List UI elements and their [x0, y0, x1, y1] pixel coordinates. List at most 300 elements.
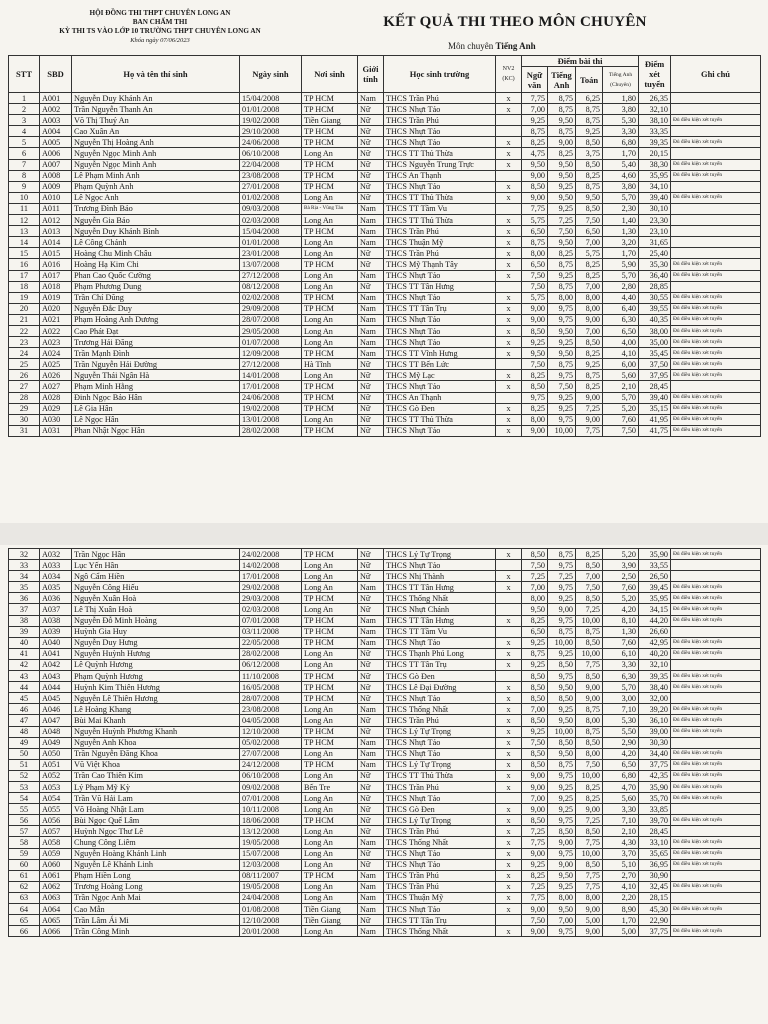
cell-sbd: A005 [40, 137, 72, 148]
cell-nv2: x [496, 93, 522, 104]
header-total: Điểm xét tuyển [639, 56, 671, 93]
cell-special: 2,10 [603, 381, 639, 392]
table-row [9, 892, 761, 903]
cell-literature: 7,00 [522, 704, 548, 715]
cell-school: THCS Trần Phú [384, 248, 496, 259]
cell-name: Vũ Việt Khoa [72, 759, 240, 770]
cell-nv2: x [496, 292, 522, 303]
cell-place: TP HCM [302, 637, 358, 648]
cell-school: THCS Nhựt Tảo [384, 104, 496, 115]
cell-english: 8,75 [548, 626, 576, 637]
cell-school: THCS Nhựt Tảo [384, 137, 496, 148]
cell-math: 7,00 [576, 325, 603, 336]
cell-note: Đủ điều kiện xét tuyển [671, 370, 761, 381]
cell-stt: 64 [9, 904, 40, 915]
cell-literature: 8,00 [522, 248, 548, 259]
cell-nv2: x [496, 737, 522, 748]
cell-special: 5,70 [603, 392, 639, 403]
cell-literature: 9,00 [522, 170, 548, 181]
cell-note: Đủ điều kiện xét tuyển [671, 259, 761, 270]
cell-total: 38,30 [639, 159, 671, 170]
cell-literature: 9,50 [522, 348, 548, 359]
cell-sbd: A054 [40, 793, 72, 804]
cell-stt: 22 [9, 325, 40, 336]
cell-gender: Nam [358, 904, 384, 915]
table-row [9, 292, 761, 303]
cell-dob: 12/10/2008 [240, 915, 302, 926]
cell-math: 8,25 [576, 259, 603, 270]
cell-stt: 9 [9, 181, 40, 192]
cell-gender: Nữ [358, 170, 384, 181]
cell-dob: 19/05/2008 [240, 881, 302, 892]
cell-sbd: A025 [40, 359, 72, 370]
cell-stt: 39 [9, 626, 40, 637]
cell-school: THCS Lý Tự Trọng [384, 759, 496, 770]
cell-literature: 8,75 [522, 237, 548, 248]
table-row [9, 759, 761, 770]
cell-literature: 9,25 [522, 859, 548, 870]
cell-stt: 12 [9, 215, 40, 226]
cell-nv2: x [496, 325, 522, 336]
cell-place: Long An [302, 892, 358, 903]
cell-gender: Nữ [358, 192, 384, 203]
cell-place: TP HCM [302, 759, 358, 770]
cell-sbd: A031 [40, 425, 72, 436]
cell-literature: 8,50 [522, 715, 548, 726]
cell-sbd: A057 [40, 826, 72, 837]
cell-name: Trần Cao Thiên Kim [72, 770, 240, 781]
cell-total: 26,60 [639, 626, 671, 637]
cell-dob: 14/01/2008 [240, 370, 302, 381]
cell-literature: 8,25 [522, 615, 548, 626]
cell-gender: Nữ [358, 815, 384, 826]
cell-place: Tiền Giang [302, 915, 358, 926]
cell-gender: Nam [358, 704, 384, 715]
cell-name: Trần Mạnh Đình [72, 348, 240, 359]
cell-note: Đủ điều kiện xét tuyển [671, 192, 761, 203]
cell-note: Đủ điều kiện xét tuyển [671, 403, 761, 414]
cell-name: Trần Chí Dũng [72, 292, 240, 303]
cell-place: Long An [302, 192, 358, 203]
cell-place: Long An [302, 648, 358, 659]
cell-dob: 13/12/2008 [240, 826, 302, 837]
cell-sbd: A038 [40, 615, 72, 626]
cell-dob: 19/05/2008 [240, 837, 302, 848]
cell-sbd: A029 [40, 403, 72, 414]
cell-total: 36,10 [639, 715, 671, 726]
cell-english: 9,25 [548, 648, 576, 659]
cell-english: 8,75 [548, 281, 576, 292]
cell-total: 37,95 [639, 370, 671, 381]
cell-dob: 13/01/2008 [240, 414, 302, 425]
cell-english: 10,00 [548, 425, 576, 436]
cell-nv2 [496, 359, 522, 370]
cell-school: THCS TT Thủ Thừa [384, 770, 496, 781]
table-row [9, 126, 761, 137]
cell-nv2: x [496, 237, 522, 248]
cell-literature: 7,50 [522, 915, 548, 926]
cell-name: Nguyễn Duy Khánh Bình [72, 226, 240, 237]
cell-sbd: A028 [40, 392, 72, 403]
cell-note [671, 381, 761, 392]
cell-sbd: A002 [40, 104, 72, 115]
cell-name: Trương Hải Đăng [72, 337, 240, 348]
cell-math: 7,00 [576, 281, 603, 292]
cell-name: Huỳnh Gia Huy [72, 626, 240, 637]
cell-nv2: x [496, 904, 522, 915]
cell-school: THCS Trần Phú [384, 826, 496, 837]
cell-math: 8,75 [576, 726, 603, 737]
cell-stt: 10 [9, 192, 40, 203]
cell-gender: Nữ [358, 715, 384, 726]
table-row [9, 904, 761, 915]
cell-total: 44,20 [639, 615, 671, 626]
cell-english: 9,75 [548, 370, 576, 381]
cell-literature: 7,50 [522, 560, 548, 571]
cell-nv2 [496, 915, 522, 926]
cell-school: THCS TT Tân Hưng [384, 281, 496, 292]
cell-stt: 55 [9, 804, 40, 815]
cell-sbd: A051 [40, 759, 72, 770]
cell-total: 39,40 [639, 392, 671, 403]
table-row [9, 560, 761, 571]
cell-gender: Nữ [358, 804, 384, 815]
cell-school: THCS TT Thủ Thừa [384, 192, 496, 203]
cell-english: 9,50 [548, 192, 576, 203]
cell-english: 9,75 [548, 615, 576, 626]
cell-dob: 09/03/2008 [240, 203, 302, 214]
cell-literature: 8,50 [522, 325, 548, 336]
cell-school: THCS TT Tân Hưng [384, 615, 496, 626]
cell-place: TP HCM [302, 93, 358, 104]
cell-total: 45,30 [639, 904, 671, 915]
cell-special: 6,10 [603, 648, 639, 659]
cell-note: Đủ điều kiện xét tuyển [671, 781, 761, 792]
cell-note [671, 181, 761, 192]
cell-note: Đủ điều kiện xét tuyển [671, 115, 761, 126]
cell-name: Lý Phạm Mỹ Kỳ [72, 781, 240, 792]
cell-note: Đủ điều kiện xét tuyển [671, 159, 761, 170]
cell-stt: 34 [9, 571, 40, 582]
cell-place: Hà Tĩnh [302, 359, 358, 370]
cell-math: 8,50 [576, 137, 603, 148]
cell-math: 8,25 [576, 348, 603, 359]
cell-dob: 07/01/2008 [240, 615, 302, 626]
cell-literature: 9,75 [522, 392, 548, 403]
cell-gender: Nam [358, 325, 384, 336]
cell-english: 9,25 [548, 403, 576, 414]
cell-dob: 10/11/2008 [240, 804, 302, 815]
cell-literature: 7,00 [522, 104, 548, 115]
cell-english: 9,25 [548, 392, 576, 403]
cell-gender: Nam [358, 237, 384, 248]
cell-sbd: A049 [40, 737, 72, 748]
cell-stt: 32 [9, 549, 40, 560]
cell-math: 9,00 [576, 392, 603, 403]
cell-literature: 8,00 [522, 593, 548, 604]
cell-sbd: A039 [40, 626, 72, 637]
cell-total: 34,10 [639, 181, 671, 192]
cell-nv2: x [496, 425, 522, 436]
cell-note: Đủ điều kiện xét tuyển [671, 604, 761, 615]
cell-gender: Nữ [358, 148, 384, 159]
table-row [9, 826, 761, 837]
cell-name: Lê Phạm Minh Anh [72, 170, 240, 181]
cell-name: Nguyễn Thái Ngân Hà [72, 370, 240, 381]
cell-special: 7,60 [603, 637, 639, 648]
cell-total: 39,35 [639, 137, 671, 148]
cell-literature: 6,50 [522, 259, 548, 270]
cell-place: TP HCM [302, 425, 358, 436]
cell-math: 8,50 [576, 593, 603, 604]
cell-special: 4,70 [603, 781, 639, 792]
cell-math: 9,25 [576, 359, 603, 370]
cell-gender: Nữ [358, 726, 384, 737]
cell-school: THCS Nhựt Tảo [384, 748, 496, 759]
cell-nv2: x [496, 303, 522, 314]
table-row [9, 381, 761, 392]
cell-dob: 29/09/2008 [240, 303, 302, 314]
cell-place: Long An [302, 582, 358, 593]
cell-note: Đủ điều kiện xét tuyển [671, 904, 761, 915]
cell-gender: Nữ [358, 682, 384, 693]
cell-gender: Nữ [358, 593, 384, 604]
cell-name: Nguyễn Huỳnh Phương Khanh [72, 726, 240, 737]
cell-note [671, 248, 761, 259]
cell-english: 9,75 [548, 560, 576, 571]
cell-english: 7,25 [548, 571, 576, 582]
cell-literature: 6,50 [522, 626, 548, 637]
cell-stt: 54 [9, 793, 40, 804]
cell-school: THCS Nhựt Tảo [384, 637, 496, 648]
cell-name: Nguyễn Gia Bảo [72, 215, 240, 226]
cell-gender: Nữ [358, 259, 384, 270]
table-row [9, 137, 761, 148]
cell-total: 35,30 [639, 259, 671, 270]
cell-math: 8,25 [576, 270, 603, 281]
cell-dob: 17/01/2008 [240, 571, 302, 582]
cell-literature: 7,50 [522, 270, 548, 281]
cell-stt: 50 [9, 748, 40, 759]
cell-math: 7,25 [576, 815, 603, 826]
cell-sbd: A023 [40, 337, 72, 348]
cell-total: 28,15 [639, 892, 671, 903]
cell-literature: 7,00 [522, 793, 548, 804]
cell-math: 8,25 [576, 781, 603, 792]
cell-total: 22,90 [639, 915, 671, 926]
cell-dob: 05/02/2008 [240, 737, 302, 748]
cell-english: 9,00 [548, 137, 576, 148]
cell-total: 41,95 [639, 414, 671, 425]
cell-sbd: A026 [40, 370, 72, 381]
cell-total: 39,20 [639, 704, 671, 715]
cell-nv2: x [496, 715, 522, 726]
cell-special: 6,40 [603, 303, 639, 314]
cell-math: 8,75 [576, 181, 603, 192]
cell-stt: 1 [9, 93, 40, 104]
cell-place: TP HCM [302, 549, 358, 560]
cell-nv2: x [496, 226, 522, 237]
cell-literature: 8,50 [522, 381, 548, 392]
cell-total: 38,00 [639, 325, 671, 336]
cell-note: Đủ điều kiện xét tuyển [671, 837, 761, 848]
cell-name: Lê Công Chánh [72, 237, 240, 248]
cell-gender: Nữ [358, 781, 384, 792]
cell-total: 28,45 [639, 381, 671, 392]
cell-dob: 28/07/2008 [240, 693, 302, 704]
cell-school: THCS Nhựt Tảo [384, 181, 496, 192]
cell-name: Nguyễn Duy Hưng [72, 637, 240, 648]
cell-name: Phan Nhật Ngọc Hân [72, 425, 240, 436]
cell-nv2: x [496, 403, 522, 414]
cell-special: 5,10 [603, 859, 639, 870]
cell-total: 32,45 [639, 881, 671, 892]
cell-place: Tiền Giang [302, 904, 358, 915]
cell-school: THCS Lý Tự Trọng [384, 726, 496, 737]
cell-school: THCS Trần Phú [384, 93, 496, 104]
cell-total: 32,00 [639, 693, 671, 704]
cell-literature: 9,00 [522, 848, 548, 859]
cell-note [671, 892, 761, 903]
cell-sbd: A022 [40, 325, 72, 336]
table-row [9, 748, 761, 759]
cell-math: 8,50 [576, 159, 603, 170]
cell-english: 9,50 [548, 715, 576, 726]
cell-dob: 20/01/2008 [240, 926, 302, 937]
cell-note: Đủ điều kiện xét tuyển [671, 793, 761, 804]
cell-gender: Nam [358, 93, 384, 104]
cell-stt: 53 [9, 781, 40, 792]
cell-literature: 9,00 [522, 904, 548, 915]
cell-stt: 63 [9, 892, 40, 903]
cell-school: THCS Trần Phú [384, 115, 496, 126]
cell-dob: 06/12/2008 [240, 659, 302, 670]
cell-name: Nguyễn Thị Hoàng Anh [72, 137, 240, 148]
cell-english: 9,25 [548, 704, 576, 715]
table-row [9, 314, 761, 325]
cell-total: 39,00 [639, 726, 671, 737]
cell-literature: 8,75 [522, 126, 548, 137]
cell-total: 25,40 [639, 248, 671, 259]
cell-place: TP HCM [302, 392, 358, 403]
cell-math: 8,50 [576, 560, 603, 571]
cell-total: 35,90 [639, 549, 671, 560]
cell-place: Long An [302, 659, 358, 670]
subject-label: Môn chuyên [448, 41, 494, 51]
cell-special: 5,70 [603, 192, 639, 203]
cell-math: 7,25 [576, 604, 603, 615]
cell-literature: 9,50 [522, 604, 548, 615]
cell-total: 30,10 [639, 203, 671, 214]
cell-note: Đủ điều kiện xét tuyển [671, 359, 761, 370]
cell-dob: 09/02/2008 [240, 781, 302, 792]
cell-math: 8,25 [576, 381, 603, 392]
cell-place: Long An [302, 560, 358, 571]
cell-gender: Nữ [358, 381, 384, 392]
cell-nv2 [496, 115, 522, 126]
cell-total: 34,40 [639, 748, 671, 759]
table-row [9, 659, 761, 670]
cell-english: 8,50 [548, 826, 576, 837]
cell-nv2: x [496, 337, 522, 348]
cell-name: Nguyễn Xuân Hoà [72, 593, 240, 604]
cell-nv2: x [496, 815, 522, 826]
cell-special: 1,80 [603, 93, 639, 104]
table-row [9, 881, 761, 892]
cell-stt: 65 [9, 915, 40, 926]
cell-name: Hoàng Hạ Kim Chi [72, 259, 240, 270]
cell-gender: Nữ [358, 281, 384, 292]
cell-gender: Nam [358, 615, 384, 626]
cell-stt: 56 [9, 815, 40, 826]
cell-place: TP HCM [302, 104, 358, 115]
cell-name: Phạm Quỳnh Hương [72, 671, 240, 682]
cell-name: Nguyễn Lê Khánh Linh [72, 859, 240, 870]
cell-sbd: A045 [40, 693, 72, 704]
cell-note: Đủ điều kiện xét tuyển [671, 848, 761, 859]
cell-math: 5,00 [576, 915, 603, 926]
cell-special: 6,80 [603, 770, 639, 781]
cell-sbd: A064 [40, 904, 72, 915]
cell-literature: 9,00 [522, 770, 548, 781]
cell-sbd: A047 [40, 715, 72, 726]
cell-gender: Nam [358, 337, 384, 348]
cell-school: THCS Gò Đen [384, 671, 496, 682]
cell-gender: Nữ [358, 560, 384, 571]
cell-stt: 35 [9, 582, 40, 593]
cell-school: THCS TT Vĩnh Hưng [384, 348, 496, 359]
cell-name: Lục Yến Hân [72, 560, 240, 571]
cell-english: 9,75 [548, 414, 576, 425]
cell-place: Long An [302, 215, 358, 226]
cell-gender: Nam [358, 203, 384, 214]
cell-dob: 29/03/2008 [240, 593, 302, 604]
cell-english: 9,75 [548, 770, 576, 781]
cell-stt: 27 [9, 381, 40, 392]
cell-dob: 01/01/2008 [240, 237, 302, 248]
cell-special: 4,10 [603, 348, 639, 359]
cell-nv2: x [496, 637, 522, 648]
table-row [9, 414, 761, 425]
cell-place: TP HCM [302, 815, 358, 826]
cell-gender: Nữ [358, 549, 384, 560]
cell-place: TP HCM [302, 403, 358, 414]
cell-gender: Nam [358, 881, 384, 892]
cell-school: THCS Nhựt Tảo [384, 848, 496, 859]
cell-sbd: A066 [40, 926, 72, 937]
cell-nv2: x [496, 748, 522, 759]
cell-note: Đủ điều kiện xét tuyển [671, 637, 761, 648]
table-row [9, 403, 761, 414]
cell-nv2 [496, 793, 522, 804]
cell-math: 9,00 [576, 682, 603, 693]
cell-math: 7,25 [576, 403, 603, 414]
cell-dob: 23/08/2008 [240, 704, 302, 715]
cell-english: 8,75 [548, 759, 576, 770]
cell-school: THCS Nhựt Tảo [384, 560, 496, 571]
cell-english: 7,50 [548, 381, 576, 392]
cell-dob: 28/02/2008 [240, 648, 302, 659]
cell-gender: Nữ [358, 859, 384, 870]
cell-school: THCS Lý Tự Trọng [384, 815, 496, 826]
cell-name: Nguyễn Ngọc Minh Anh [72, 159, 240, 170]
cell-special: 4,20 [603, 748, 639, 759]
cell-total: 32,10 [639, 104, 671, 115]
cell-place: TP HCM [302, 870, 358, 881]
cell-stt: 45 [9, 693, 40, 704]
cell-stt: 48 [9, 726, 40, 737]
cell-special: 3,80 [603, 181, 639, 192]
